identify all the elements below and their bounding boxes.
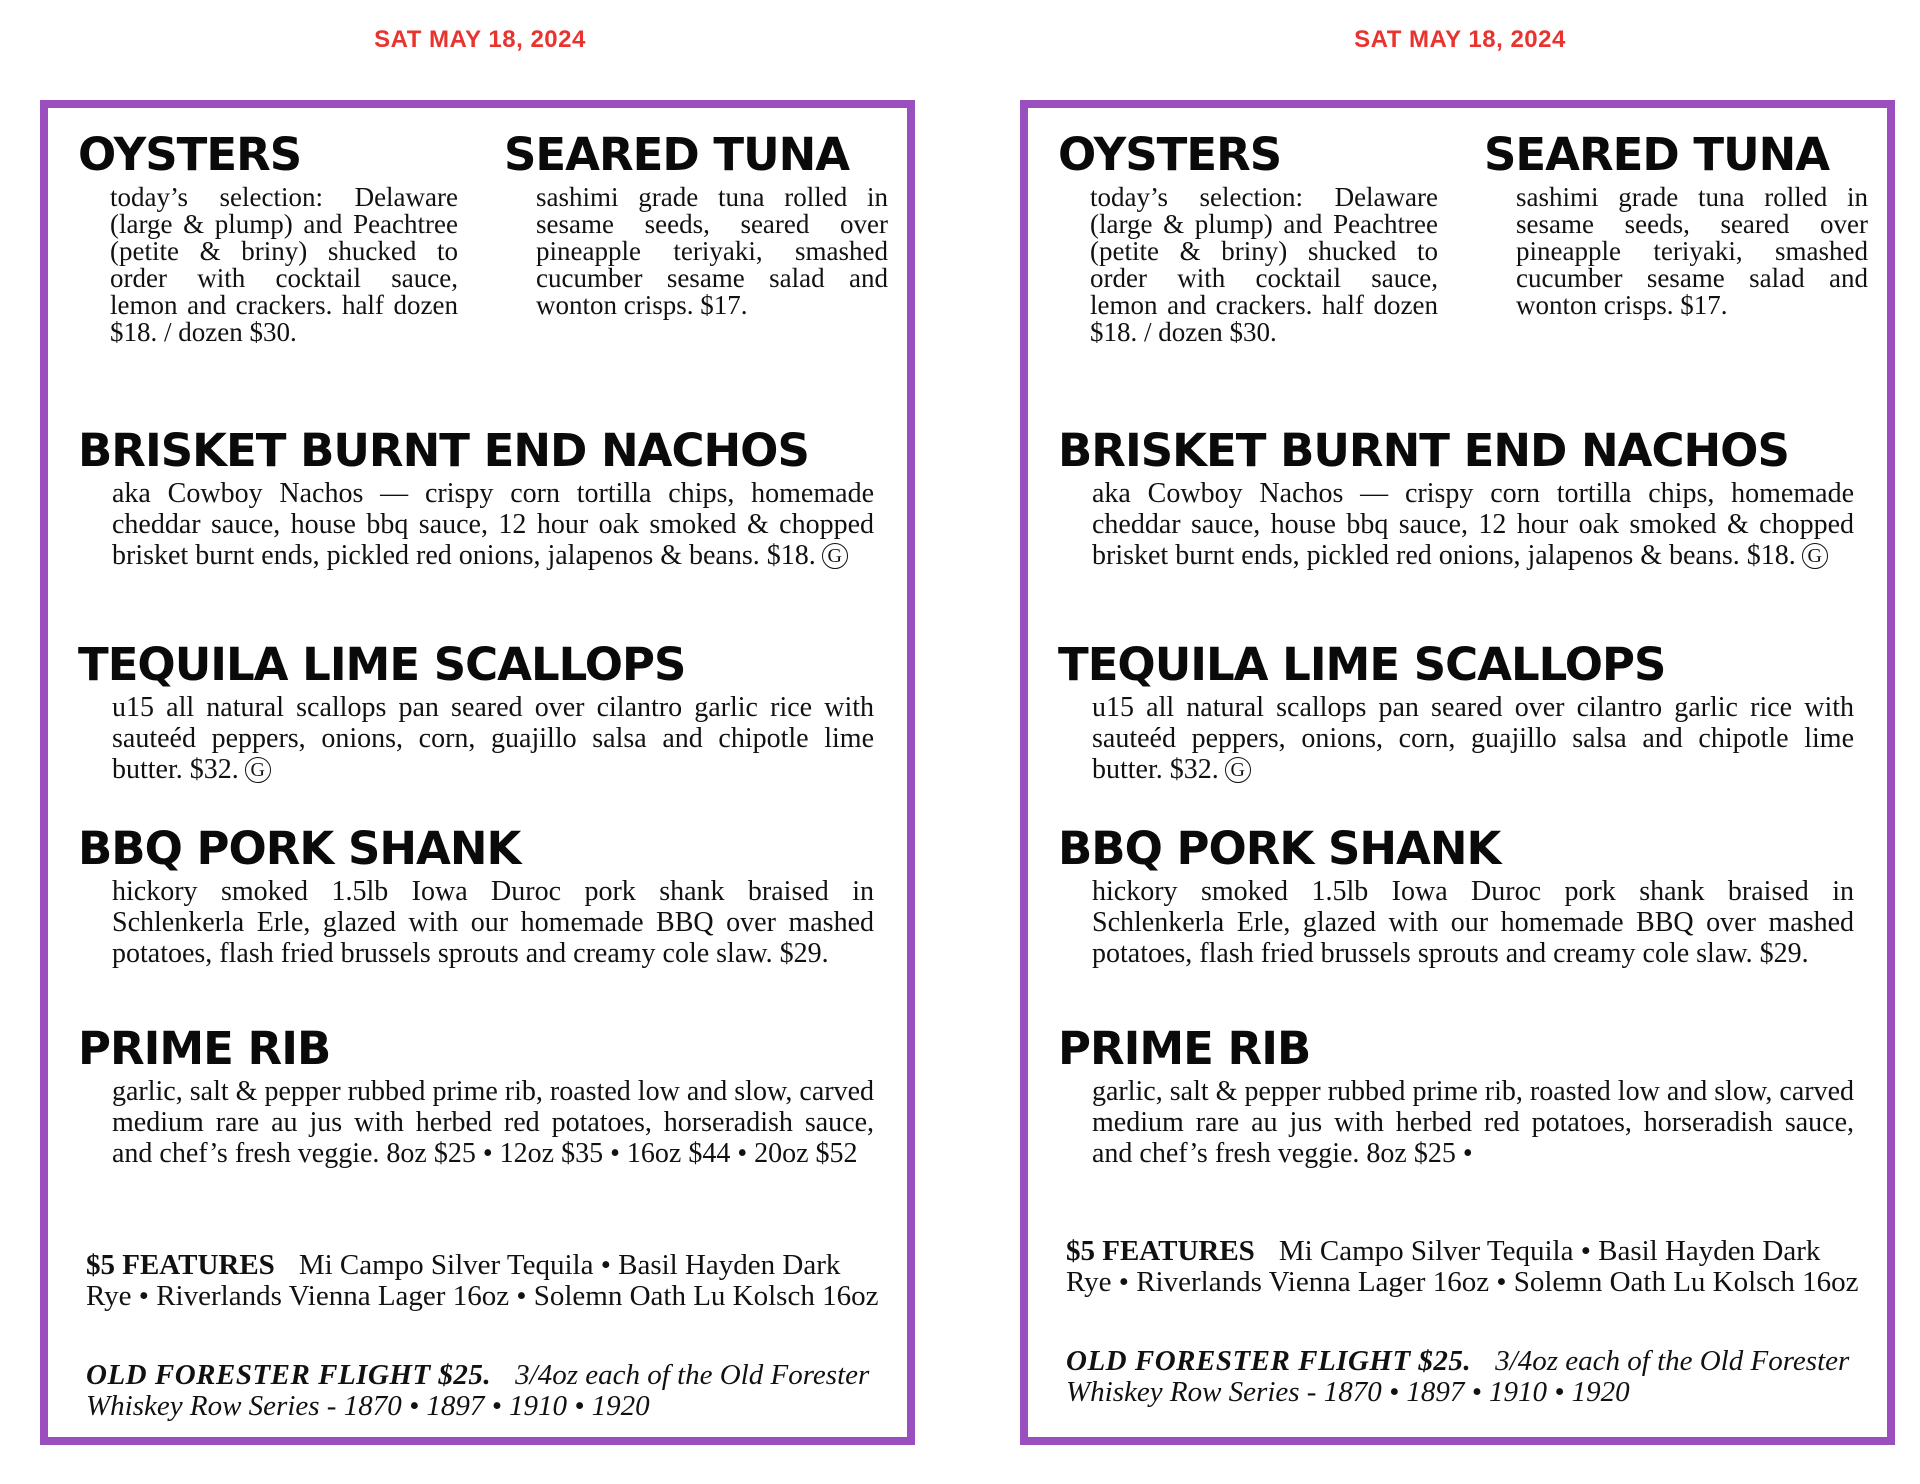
flight-text: 3/4oz each of the Old Forester Whiskey Row Series - 1870 • 1897 • 1910 • 1920	[86, 1359, 870, 1422]
nachos-title: BRISKET BURNT END NACHOS	[1058, 424, 1789, 477]
gluten-free-icon: G	[1225, 757, 1251, 783]
flight-block	[86, 1360, 886, 1422]
features-text: Mi Campo Silver Tequila • Basil Hayden Dark Rye • Riverlands Vienna Lager 16oz • Solemn Oath Lu Kolsch 16oz	[1066, 1235, 1859, 1298]
menu-frame	[1020, 100, 1895, 1445]
prime-desc: garlic, salt & pepper rubbed prime rib, roasted low and slow, carved medium rare au jus with herbed red potatoes, horseradish sauce, and chef’s fresh veggie. 8oz $25 •	[1092, 1076, 1854, 1169]
tuna-title: SEARED TUNA	[1484, 128, 1830, 181]
oysters-desc: today’s selection: Delaware (large & plump) and Peachtree (petite & briny) shucked to order with cocktail sauce, lemon and crackers. half dozen $18. / dozen $30.	[1090, 182, 1438, 347]
flight-label: OLD FORESTER FLIGHT $25.	[86, 1359, 492, 1391]
gluten-free-icon: G	[822, 543, 848, 569]
gluten-free-icon: G	[245, 757, 271, 783]
menu-frame	[40, 100, 915, 1445]
pork-desc: hickory smoked 1.5lb Iowa Duroc pork shank braised in Schlenkerla Erle, glazed with our homemade BBQ over mashed potatoes, flash fried brussels sprouts and creamy cole slaw. $29.	[112, 876, 874, 969]
prime-title: PRIME RIB	[78, 1022, 331, 1075]
features-label: $5 FEATURES	[86, 1249, 275, 1281]
tuna-desc: sashimi grade tuna rolled in sesame seeds, seared over pineapple teriyaki, smashed cucumber sesame salad and wonton crisps. $17.	[1516, 182, 1868, 320]
pork-title: BBQ PORK SHANK	[78, 822, 521, 875]
pork-title: BBQ PORK SHANK	[1058, 822, 1501, 875]
menu-date: SAT MAY 18, 2024	[374, 26, 586, 53]
menu-panel-right	[980, 0, 1920, 1484]
tuna-title: SEARED TUNA	[504, 128, 850, 181]
nachos-desc-text: aka Cowboy Nachos — crispy corn tortilla chips, homemade cheddar sauce, house bbq sauce, 12 hour oak smoked & chopped brisket burnt ends, pickled red onions, jalapenos & beans. $18.	[1092, 478, 1854, 571]
oysters-title: OYSTERS	[78, 128, 302, 181]
oysters-desc: today’s selection: Delaware (large & plump) and Peachtree (petite & briny) shucked to order with cocktail sauce, lemon and crackers. half dozen $18. / dozen $30.	[110, 182, 458, 347]
oysters-title: OYSTERS	[1058, 128, 1282, 181]
scallops-title: TEQUILA LIME SCALLOPS	[78, 638, 686, 691]
nachos-title: BRISKET BURNT END NACHOS	[78, 424, 809, 477]
tuna-desc: sashimi grade tuna rolled in sesame seeds, seared over pineapple teriyaki, smashed cucumber sesame salad and wonton crisps. $17.	[536, 182, 888, 320]
flight-label: OLD FORESTER FLIGHT $25.	[1066, 1345, 1472, 1377]
gluten-free-icon: G	[1802, 543, 1828, 569]
prime-desc: garlic, salt & pepper rubbed prime rib, roasted low and slow, carved medium rare au jus with herbed red potatoes, horseradish sauce, and chef’s fresh veggie. 8oz $25 • 12oz $35 • 16oz $44 • 20oz $52	[112, 1076, 874, 1169]
features-text: Mi Campo Silver Tequila • Basil Hayden Dark Rye • Riverlands Vienna Lager 16oz • Solemn Oath Lu Kolsch 16oz	[86, 1249, 879, 1312]
scallops-desc-text: u15 all natural scallops pan seared over cilantro garlic rice with sauteéd peppers, onions, corn, guajillo salsa and chipotle lime butter. $32.	[1092, 692, 1854, 785]
pork-desc: hickory smoked 1.5lb Iowa Duroc pork shank braised in Schlenkerla Erle, glazed with our homemade BBQ over mashed potatoes, flash fried brussels sprouts and creamy cole slaw. $29.	[1092, 876, 1854, 969]
prime-title: PRIME RIB	[1058, 1022, 1311, 1075]
nachos-desc-text: aka Cowboy Nachos — crispy corn tortilla chips, homemade cheddar sauce, house bbq sauce, 12 hour oak smoked & chopped brisket burnt ends, pickled red onions, jalapenos & beans. $18.	[112, 478, 874, 571]
features-block	[86, 1250, 886, 1312]
features-label: $5 FEATURES	[1066, 1235, 1255, 1267]
nachos-desc	[112, 478, 874, 571]
flight-block	[1066, 1346, 1866, 1408]
scallops-title: TEQUILA LIME SCALLOPS	[1058, 638, 1666, 691]
scallops-desc	[1092, 692, 1854, 785]
features-block	[1066, 1236, 1866, 1298]
nachos-desc	[1092, 478, 1854, 571]
scallops-desc	[112, 692, 874, 785]
scallops-desc-text: u15 all natural scallops pan seared over cilantro garlic rice with sauteéd peppers, onions, corn, guajillo salsa and chipotle lime butter. $32.	[112, 692, 874, 785]
menu-date: SAT MAY 18, 2024	[1354, 26, 1566, 53]
flight-text: 3/4oz each of the Old Forester Whiskey Row Series - 1870 • 1897 • 1910 • 1920	[1066, 1345, 1850, 1408]
